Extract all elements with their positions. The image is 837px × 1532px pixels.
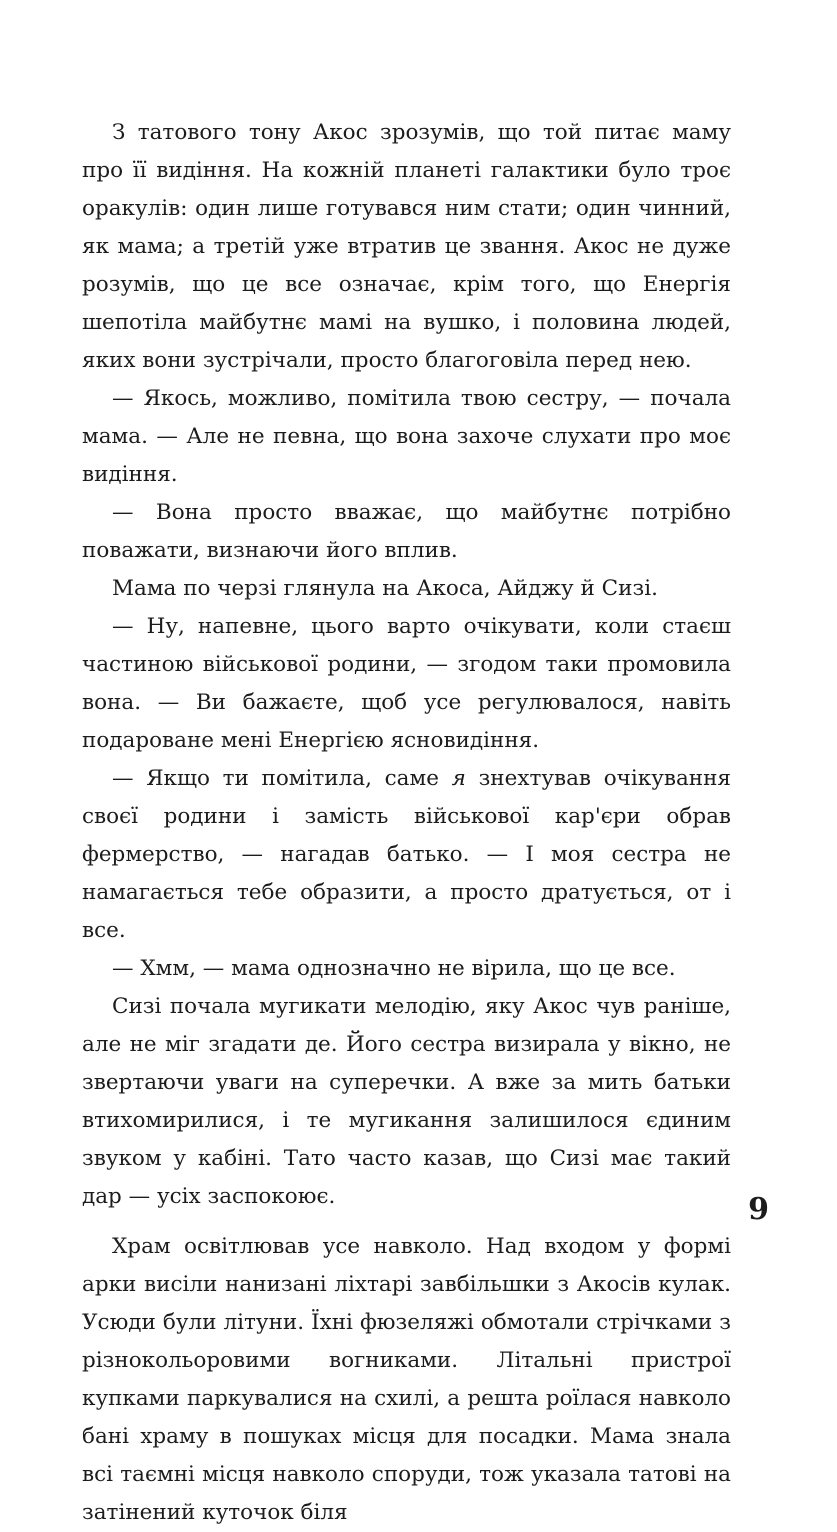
paragraph-8: Сизі почала мугикати мелодію, яку Акос чув раніше, але не міг згадати де. Його сестра визирала у вікно, не звертаючи уваги на суперечки. А вже за мить батьки втихомирилися, і те мугикання залишилося єдиним звуком у кабіні. Тато часто казав, що Сизі має такий дар — усіх заспокоює. xyxy=(82,994,731,1209)
paragraph-6-start: — Якщо ти помітила, саме xyxy=(112,766,452,791)
paragraph-6 xyxy=(82,760,731,950)
paragraph-6-end: знехтував очікування своєї родини і замість військової кар'єри обрав фермерство, — нагадав батько. — І моя сестра не намагається тебе образити, а просто дратується, от і все. xyxy=(82,766,731,943)
paragraph-9: Храм освітлював усе навколо. Над входом у формі арки висіли нанизані ліхтарі завбільшки з Акосів кулак. Усюди були літуни. Їхні фюзеляжі обмотали стрічками з різнокольоровими вогниками. Літальні пристрої купками паркувалися на схилі, а решта роїлася навколо бані храму в пошуках місця для посадки. Мама знала всі таємні місця навколо споруди, тож указала татові на затінений куточок біля xyxy=(82,1234,731,1525)
paragraph-6-emphasis: я xyxy=(451,766,466,791)
paragraph-4: Мама по черзі глянула на Акоса, Айджу й Сизі. xyxy=(112,576,658,601)
paragraph-1: З татового тону Акос зрозумів, що той питає маму про її видіння. На кожній планеті галактики було троє оракулів: один лише готувався ним стати; один чинний, як мама; а третій уже втратив це звання. Акос не дуже розумів, що це все означає, крім того, що Енергія шепотіла майбутнє мамі на вушко, і половина людей, яких вони зустрічали, просто благоговіла перед нею. xyxy=(82,120,731,373)
paragraph-7: — Хмм, — мама однозначно не вірила, що це все. xyxy=(112,956,676,981)
page-number: 9 xyxy=(748,1192,769,1227)
paragraph-3: — Вона просто вважає, що майбутнє потрібно поважати, визнаючи його вплив. xyxy=(82,500,731,563)
body-text xyxy=(82,114,731,1532)
paragraph-2: — Якось, можливо, помітила твою сестру, — почала мама. — Але не певна, що вона захоче слухати про моє видіння. xyxy=(82,386,731,487)
paragraph-5: — Ну, напевне, цього варто очікувати, коли стаєш частиною військової родини, — згодом таки промовила вона. — Ви бажаєте, щоб усе регулювалося, навіть подароване мені Енергією ясновидіння. xyxy=(82,614,731,753)
